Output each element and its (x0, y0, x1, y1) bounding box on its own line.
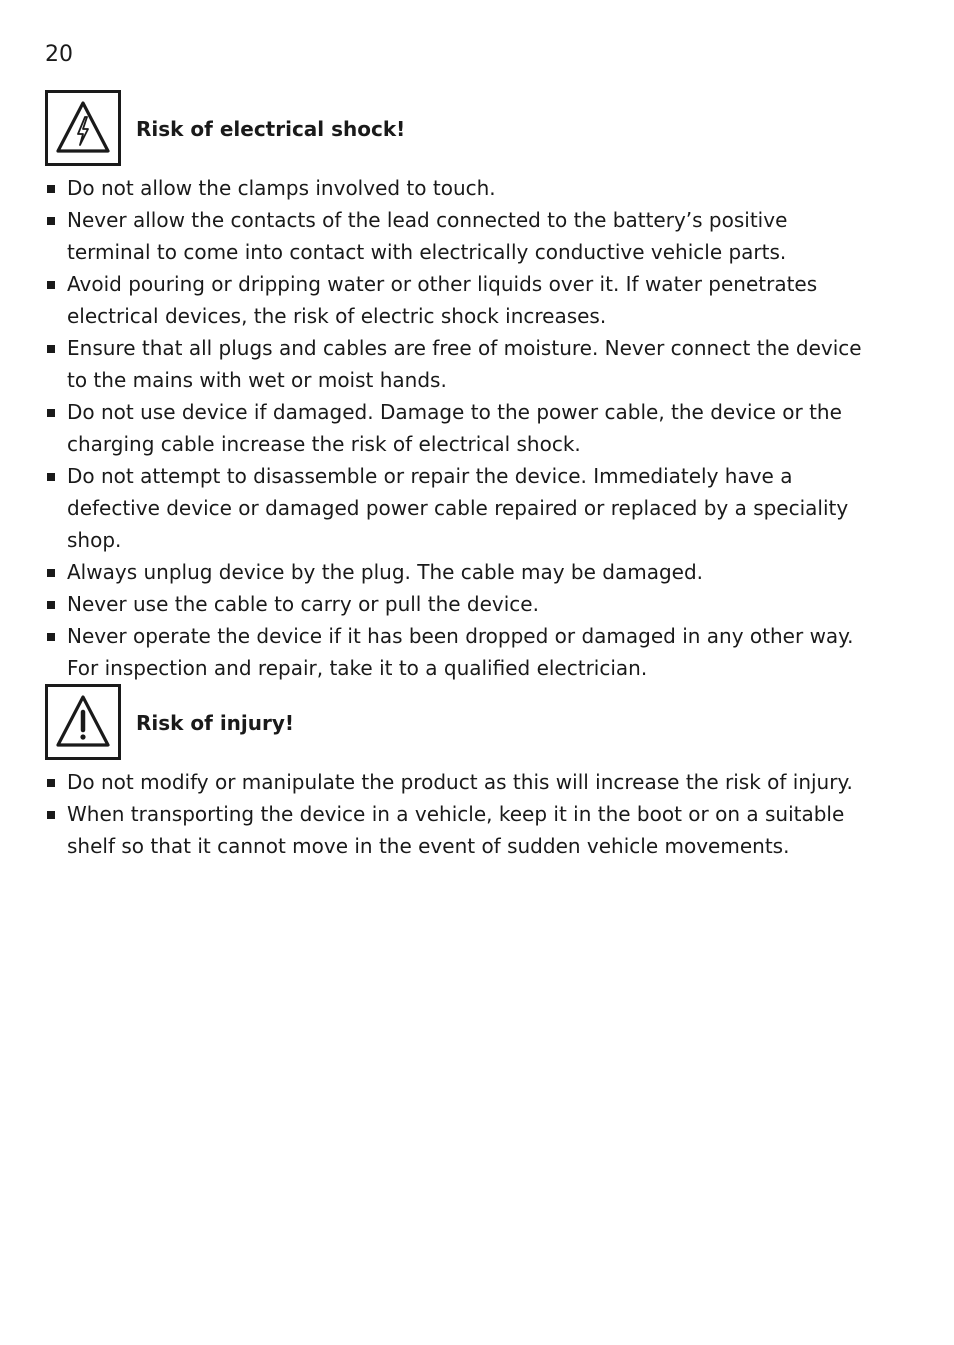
warning-exclamation-icon (45, 684, 121, 760)
electrical-shock-warning-section (45, 90, 905, 684)
warning-title: Risk of injury! (136, 710, 295, 735)
warning-header (45, 684, 905, 760)
list-item: Do not attempt to disassemble or repair the device. Immediately have a defective device or damaged power cable repaired or replaced by a speciality shop. (45, 460, 872, 556)
list-item: Do not allow the clamps involved to touch. (45, 172, 872, 204)
list-item: Never allow the contacts of the lead connected to the battery’s positive terminal to come into contact with electrically conductive vehicle parts. (45, 204, 872, 268)
injury-warning-section (45, 684, 905, 862)
page-number: 20 (45, 42, 73, 67)
list-item: Never operate the device if it has been dropped or damaged in any other way. For inspection and repair, take it to a qualified electrician. (45, 620, 872, 684)
list-item: Always unplug device by the plug. The cable may be damaged. (45, 556, 872, 588)
list-item: Never use the cable to carry or pull the device. (45, 588, 872, 620)
list-item: When transporting the device in a vehicle, keep it in the boot or on a suitable shelf so that it cannot move in the event of sudden vehicle movements. (45, 798, 872, 862)
warning-header (45, 90, 905, 166)
electrical-hazard-icon (45, 90, 121, 166)
list-item: Do not modify or manipulate the product as this will increase the risk of injury. (45, 766, 872, 798)
bullet-list (45, 766, 905, 862)
list-item: Do not use device if damaged. Damage to the power cable, the device or the charging cable increase the risk of electrical shock. (45, 396, 872, 460)
bullet-list (45, 172, 905, 684)
list-item: Avoid pouring or dripping water or other liquids over it. If water penetrates electrical devices, the risk of electric shock increases. (45, 268, 872, 332)
warning-title: Risk of electrical shock! (136, 116, 406, 141)
list-item: Ensure that all plugs and cables are free of moisture. Never connect the device to the mains with wet or moist hands. (45, 332, 872, 396)
